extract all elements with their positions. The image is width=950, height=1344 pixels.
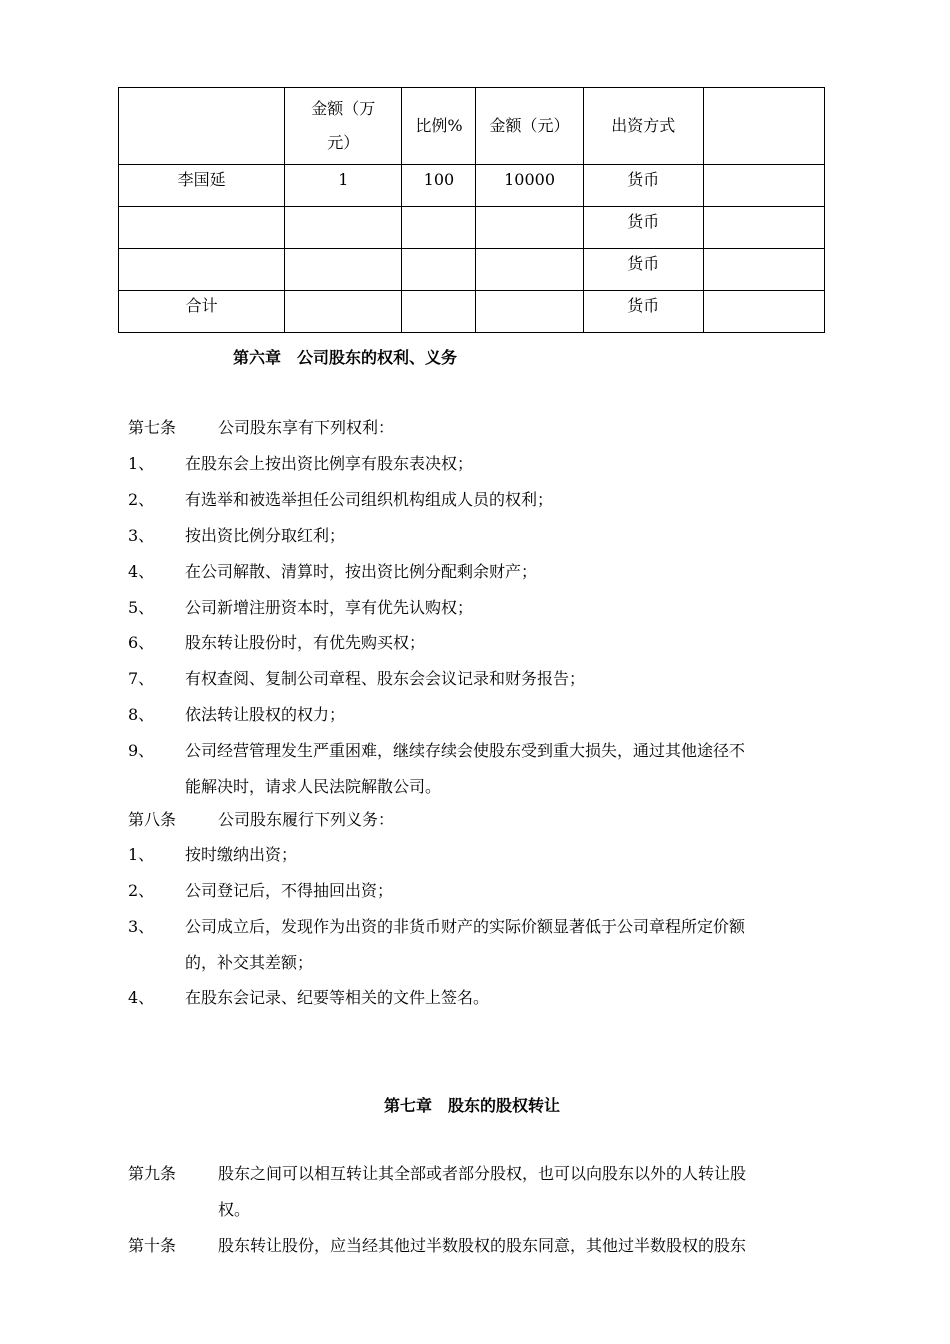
table-cell bbox=[703, 207, 824, 249]
list-item-number: 3、 bbox=[128, 917, 155, 936]
list-item-number: 2、 bbox=[128, 881, 155, 900]
header-amount-wan-line2: 元） bbox=[327, 133, 360, 152]
list-item-text: 按时缴纳出资； bbox=[185, 845, 298, 864]
table-cell: 李国延 bbox=[119, 165, 285, 207]
table-cell: 合计 bbox=[119, 291, 285, 333]
list-item-text: 有选举和被选举担任公司组织机构组成人员的权利； bbox=[185, 490, 554, 509]
table-cell bbox=[402, 291, 476, 333]
article-9-label: 第九条 bbox=[128, 1164, 177, 1183]
table-header-cell bbox=[119, 88, 285, 165]
table-cell bbox=[476, 249, 583, 291]
table-row bbox=[119, 165, 825, 207]
list-item-text: 公司登记后，不得抽回出资； bbox=[185, 881, 394, 900]
list-item-text: 的，补交其差额； bbox=[185, 953, 314, 972]
table-header-row bbox=[119, 88, 825, 165]
list-item-number: 1、 bbox=[128, 454, 155, 473]
list-item-number: 8、 bbox=[128, 705, 155, 724]
article-7-label: 第七条 bbox=[128, 418, 177, 437]
table-header-cell bbox=[285, 88, 402, 165]
list-item-text: 股东转让股份时，有优先购买权； bbox=[185, 633, 426, 652]
table-cell bbox=[119, 249, 285, 291]
table-row bbox=[119, 207, 825, 249]
list-item-number: 4、 bbox=[128, 988, 155, 1007]
table-cell: 货币 bbox=[583, 165, 703, 207]
list-item-text: 依法转让股权的权力； bbox=[185, 705, 346, 724]
list-item-number: 5、 bbox=[128, 598, 155, 617]
table-cell: 100 bbox=[402, 165, 476, 207]
list-item-text: 有权查阅、复制公司章程、股东会会议记录和财务报告； bbox=[185, 669, 586, 688]
list-item-text: 公司新增注册资本时，享有优先认购权； bbox=[185, 598, 474, 617]
list-item-number: 3、 bbox=[128, 526, 155, 545]
table-row-total bbox=[119, 291, 825, 333]
list-item-text: 在股东会记录、纪要等相关的文件上签名。 bbox=[185, 988, 490, 1007]
list-item-text: 在公司解散、清算时，按出资比例分配剩余财产； bbox=[185, 562, 538, 581]
table-row bbox=[119, 249, 825, 291]
article-9-text: 股东之间可以相互转让其全部或者部分股权，也可以向股东以外的人转让股 bbox=[218, 1164, 747, 1183]
table-cell: 10000 bbox=[476, 165, 583, 207]
article-10-label: 第十条 bbox=[128, 1236, 177, 1255]
article-8-label: 第八条 bbox=[128, 810, 177, 829]
list-item-text: 按出资比例分取红利； bbox=[185, 526, 346, 545]
chapter-6-title: 第六章 公司股东的权利、义务 bbox=[233, 348, 458, 367]
table-cell bbox=[402, 249, 476, 291]
table-cell: 货币 bbox=[583, 291, 703, 333]
table-header-cell: 出资方式 bbox=[583, 88, 703, 165]
capital-contribution-table bbox=[118, 87, 825, 333]
list-item-number: 9、 bbox=[128, 741, 155, 760]
table-cell: 货币 bbox=[583, 249, 703, 291]
table-header-cell bbox=[703, 88, 824, 165]
table-cell: 1 bbox=[285, 165, 402, 207]
table-cell: 货币 bbox=[583, 207, 703, 249]
article-9-text: 权。 bbox=[218, 1200, 251, 1219]
article-8-text: 公司股东履行下列义务： bbox=[218, 810, 395, 829]
table-header-cell: 比例% bbox=[402, 88, 476, 165]
table-cell bbox=[119, 207, 285, 249]
table-cell bbox=[285, 207, 402, 249]
article-10-text: 股东转让股份，应当经其他过半数股权的股东同意，其他过半数股权的股东 bbox=[218, 1236, 747, 1255]
list-item-text: 公司成立后，发现作为出资的非货币财产的实际价额显著低于公司章程所定价额 bbox=[185, 917, 746, 936]
list-item-number: 1、 bbox=[128, 845, 155, 864]
table-cell bbox=[476, 291, 583, 333]
article-7-text: 公司股东享有下列权利： bbox=[218, 418, 395, 437]
header-amount-wan-line1: 金额（万 bbox=[311, 99, 376, 118]
table-cell bbox=[402, 207, 476, 249]
list-item-number: 2、 bbox=[128, 490, 155, 509]
table-cell bbox=[703, 249, 824, 291]
chapter-7-title: 第七章 股东的股权转让 bbox=[384, 1096, 561, 1115]
table-cell bbox=[476, 207, 583, 249]
list-item-number: 6、 bbox=[128, 633, 155, 652]
table-cell bbox=[703, 291, 824, 333]
list-item-number: 7、 bbox=[128, 669, 155, 688]
list-item-text: 公司经营管理发生严重困难，继续存续会使股东受到重大损失，通过其他途径不 bbox=[185, 741, 746, 760]
table-cell bbox=[285, 291, 402, 333]
table-cell bbox=[703, 165, 824, 207]
list-item-text: 能解决时，请求人民法院解散公司。 bbox=[185, 777, 442, 796]
list-item-text: 在股东会上按出资比例享有股东表决权； bbox=[185, 454, 474, 473]
table-header-cell: 金额（元） bbox=[476, 88, 583, 165]
list-item-number: 4、 bbox=[128, 562, 155, 581]
table-cell bbox=[285, 249, 402, 291]
